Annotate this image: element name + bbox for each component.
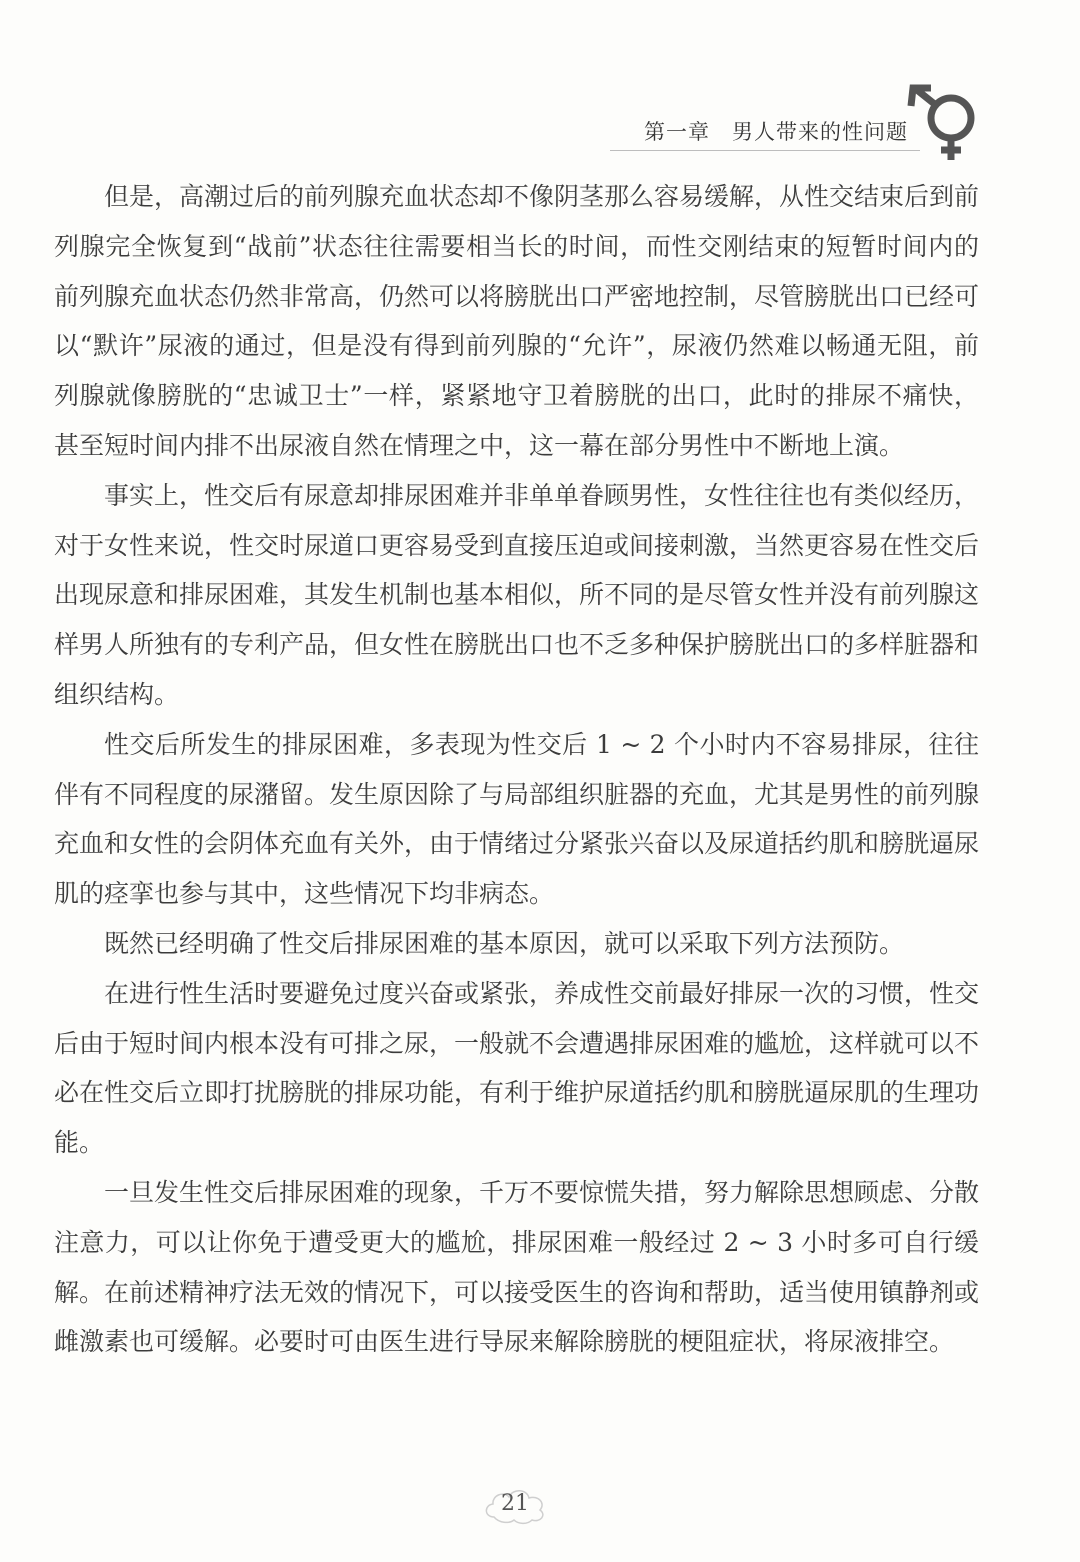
running-header bbox=[600, 112, 930, 152]
page-number bbox=[480, 1483, 550, 1527]
paragraph-3: 性交后所发生的排尿困难，多表现为性交后 1 ~ 2 个小时内不容易排尿，往往伴有不同程度的尿潴留。发生原因除了与局部组织脏器的充血，尤其是男性的前列腺充血和女性的会阴体充血有关外，由于情绪过分紧张兴奋以及尿道括约肌和膀胱逼尿肌的痉挛也参与其中，这些情况下均非病态。 bbox=[54, 729, 980, 909]
page-number-text: 21 bbox=[501, 1491, 529, 1516]
paragraph-5: 在进行性生活时要避免过度兴奋或紧张，养成性交前最好排尿一次的习惯，性交后由于短时间内根本没有可排之尿，一般就不会遭遇排尿困难的尴尬，这样就可以不必在性交后立即打扰膀胱的排尿功能，有利于维护尿道括约肌和膀胱逼尿肌的生理功能。 bbox=[54, 978, 980, 1158]
body-text bbox=[54, 172, 979, 1367]
male-female-symbol-icon bbox=[905, 84, 985, 164]
chapter-title: 第一章 男人带来的性问题 bbox=[644, 120, 908, 144]
header-rule bbox=[610, 150, 920, 151]
paragraph-6: 一旦发生性交后排尿困难的现象，千万不要惊慌失措，努力解除思想顾虑、分散注意力，可以让你免于遭受更大的尴尬，排尿困难一般经过 2 ~ 3 小时多可自行缓解。在前述精神疗法无效的情况下，可以接受医生的咨询和帮助，适当使用镇静剂或雌激素也可缓解。必要时可由医生进行导尿来解除膀胱的梗阻症状，将尿液排空。 bbox=[54, 1177, 980, 1357]
paragraph-2: 事实上，性交后有尿意却排尿困难并非单单眷顾男性，女性往往也有类似经历，对于女性来说，性交时尿道口更容易受到直接压迫或间接刺激，当然更容易在性交后出现尿意和排尿困难，其发生机制也基本相似，所不同的是尽管女性并没有前列腺这样男人所独有的专利产品，但女性在膀胱出口也不乏多种保护膀胱出口的多样脏器和组织结构。 bbox=[54, 480, 980, 709]
paragraph-4: 既然已经明确了性交后排尿困难的基本原因，就可以采取下列方法预防。 bbox=[104, 928, 905, 958]
paragraph-1: 但是，高潮过后的前列腺充血状态却不像阴茎那么容易缓解，从性交结束后到前列腺完全恢复到“战前”状态往往需要相当长的时间，而性交刚结束的短暂时间内的前列腺充血状态仍然非常高，仍然可以将膀胱出口严密地控制，尽管膀胱出口已经可以“默许”尿液的通过，但是没有得到前列腺的“允许”，尿液仍然难以畅通无阻，前列腺就像膀胱的“忠诚卫士”一样，紧紧地守卫着膀胱的出口，此时的排尿不痛快，甚至短时间内排不出尿液自然在情理之中，这一幕在部分男性中不断地上演。 bbox=[54, 182, 980, 460]
